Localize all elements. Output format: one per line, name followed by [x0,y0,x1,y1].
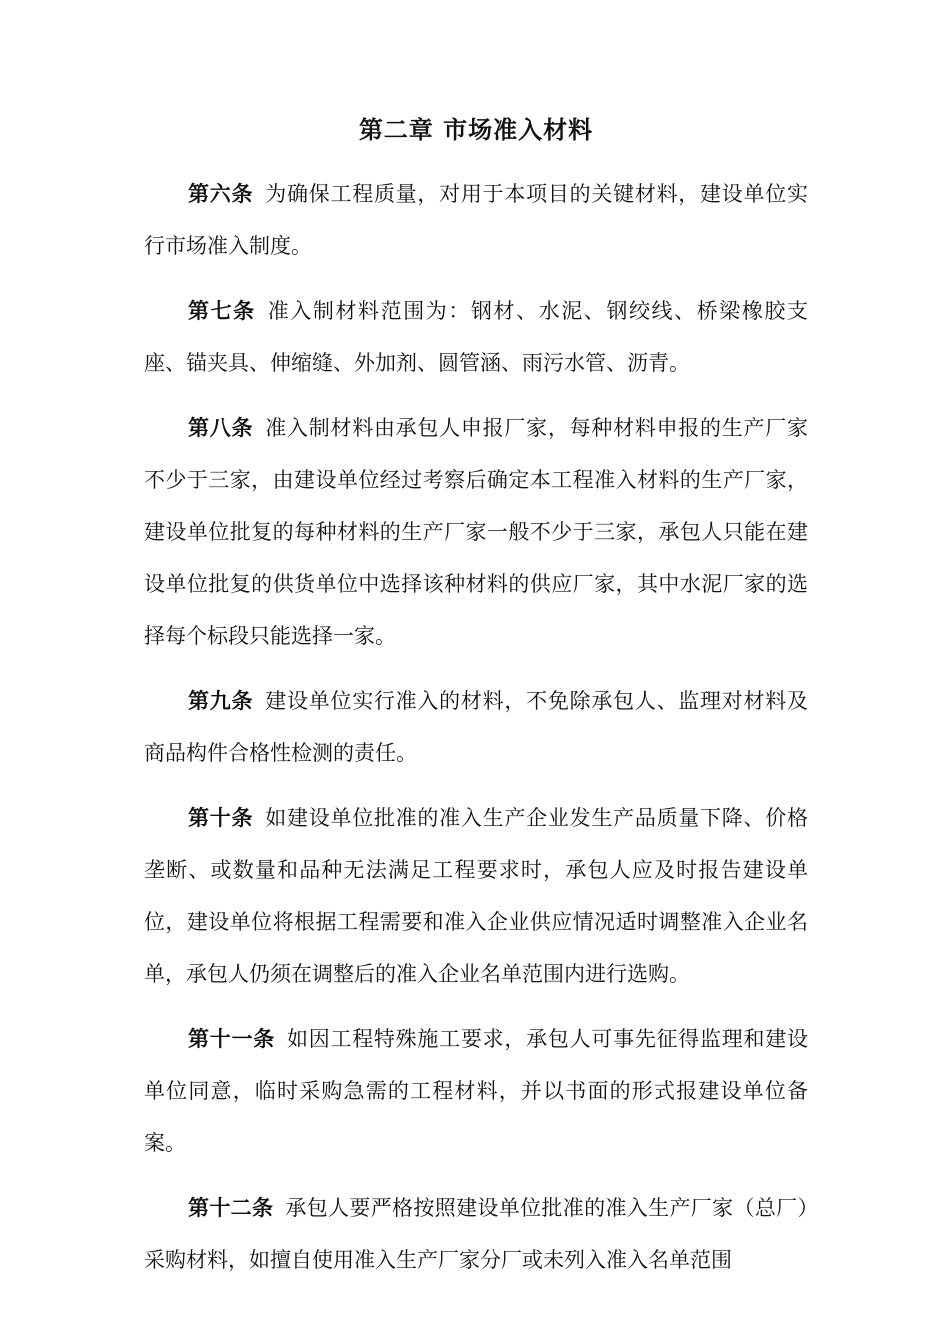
article-9 [144,675,808,779]
article-number: 第十一条 [188,1027,275,1051]
article-text: 准入制材料范围为：钢材、水泥、钢绞线、桥梁橡胶支座、锚夹具、伸缩缝、外加剂、圆管涵、雨污水管、沥青。 [144,299,809,375]
article-text: 为确保工程质量，对用于本项目的关键材料，建设单位实行市场准入制度。 [144,182,809,258]
article-12 [144,1182,808,1286]
article-8 [144,402,808,662]
article-number: 第八条 [188,416,254,440]
chapter-title: 第二章 市场准入材料 [358,116,594,144]
article-text: 承包人要严格按照建设单位批准的准入生产厂家（总厂）采购材料，如擅自使用准入生产厂家分厂或未列入准入名单范围 [144,1196,808,1272]
article-7 [144,285,808,389]
article-number: 第十二条 [188,1196,274,1220]
article-number: 第七条 [188,299,256,323]
article-text: 如因工程特殊施工要求，承包人可事先征得监理和建设单位同意，临时采购急需的工程材料，并以书面的形式报建设单位备案。 [144,1027,809,1155]
article-number: 第六条 [188,182,254,206]
article-number: 第九条 [188,689,254,713]
article-text: 建设单位实行准入的材料，不免除承包人、监理对材料及商品构件合格性检测的责任。 [144,689,809,765]
article-6 [144,168,808,272]
article-number: 第十条 [188,806,254,830]
article-text: 如建设单位批准的准入生产企业发生产品质量下降、价格垄断、或数量和品种无法满足工程要求时，承包人应及时报告建设单位，建设单位将根据工程需要和准入企业供应情况适时调整准入企业名单，承包人仍须在调整后的准入企业名单范围内进行选购。 [144,806,809,986]
document-page [144,112,808,1299]
article-10 [144,792,808,1000]
article-11 [144,1013,808,1169]
article-text: 准入制材料由承包人申报厂家，每种材料申报的生产厂家不少于三家，由建设单位经过考察后确定本工程准入材料的生产厂家，建设单位批复的每种材料的生产厂家一般不少于三家，承包人只能在建设单位批复的供货单位中选择该种材料的供应厂家，其中水泥厂家的选择每个标段只能选择一家。 [144,416,809,648]
